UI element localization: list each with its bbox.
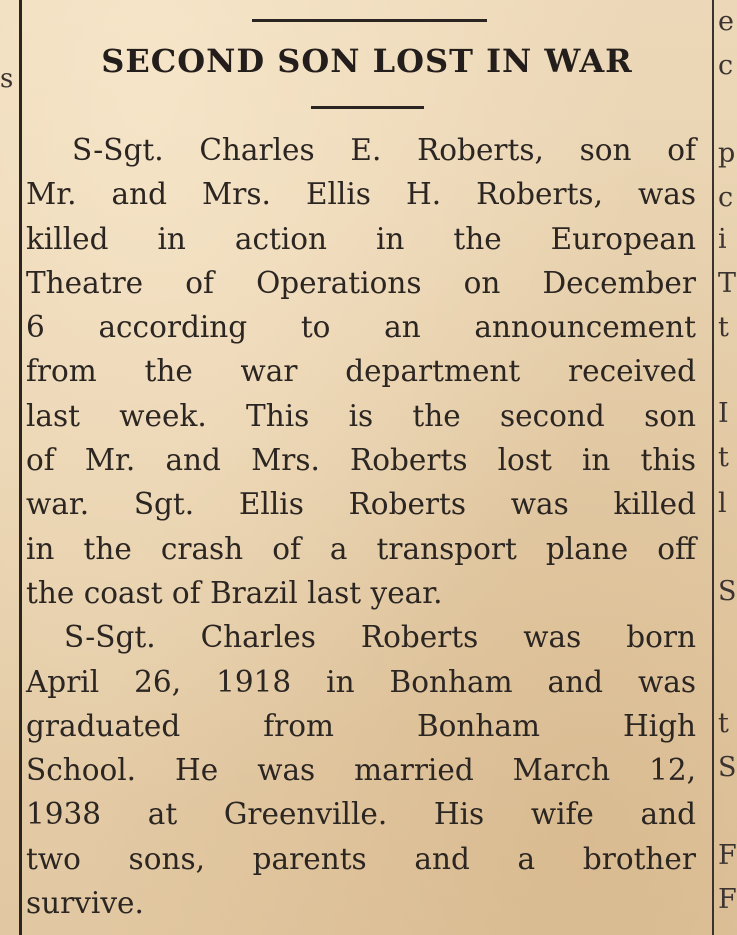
article-line: last week. This is the second son	[26, 398, 696, 433]
right-column-fragment: e	[718, 6, 734, 37]
article-line: two sons, parents and a brother	[26, 841, 696, 876]
right-column-rule	[712, 0, 714, 935]
article-line: Theatre of Operations on December	[26, 265, 696, 300]
article-line: from the war department received	[26, 354, 696, 389]
article-body	[26, 128, 696, 925]
right-column-fragment: S	[718, 576, 737, 607]
left-column-rule	[19, 0, 22, 935]
article-line: of Mr. and Mrs. Roberts lost in this	[26, 443, 696, 478]
right-column-fragment: c	[718, 182, 734, 213]
right-column-fragment: F	[718, 884, 737, 915]
right-column-fragment: c	[718, 50, 734, 81]
right-column-fragment: t	[718, 442, 729, 473]
article-line: April 26, 1918 in Bonham and was	[26, 664, 696, 699]
article-line: 1938 at Greenville. His wife and	[26, 797, 696, 832]
right-column-fragment: t	[718, 312, 729, 343]
right-column-fragment: l	[718, 488, 727, 519]
headline-top-rule	[252, 19, 487, 22]
article-line: in the crash of a transport plane off	[26, 531, 696, 566]
right-column-fragment: I	[718, 398, 729, 429]
article-line: killed in action in the European	[26, 221, 696, 256]
article-line: graduated from Bonham High	[26, 708, 696, 743]
article-line: survive.	[26, 886, 144, 921]
right-column-fragment: S	[718, 752, 737, 783]
right-column-fragment: T	[718, 268, 737, 299]
headline: SECOND SON LOST IN WAR	[101, 42, 633, 80]
article-line: School. He was married March 12,	[26, 753, 696, 788]
headline-bottom-rule	[311, 106, 424, 109]
left-column-fragment: s	[0, 64, 14, 94]
paragraph-1	[26, 128, 696, 615]
paragraph-2	[26, 615, 696, 925]
article-line: Mr. and Mrs. Ellis H. Roberts, was	[26, 177, 696, 212]
article-line: the coast of Brazil last year.	[26, 575, 443, 610]
article-line: war. Sgt. Ellis Roberts was killed	[26, 487, 696, 522]
article-line: S-Sgt. Charles E. Roberts, son of	[72, 133, 696, 167]
right-column-fragment: F	[718, 840, 737, 871]
article-line: 6 according to an announcement	[26, 310, 696, 345]
right-column-fragment: t	[718, 708, 729, 739]
article-line: S-Sgt. Charles Roberts was born	[64, 620, 696, 655]
right-column-fragment: i	[718, 224, 727, 255]
right-column-fragment: p	[718, 138, 736, 169]
